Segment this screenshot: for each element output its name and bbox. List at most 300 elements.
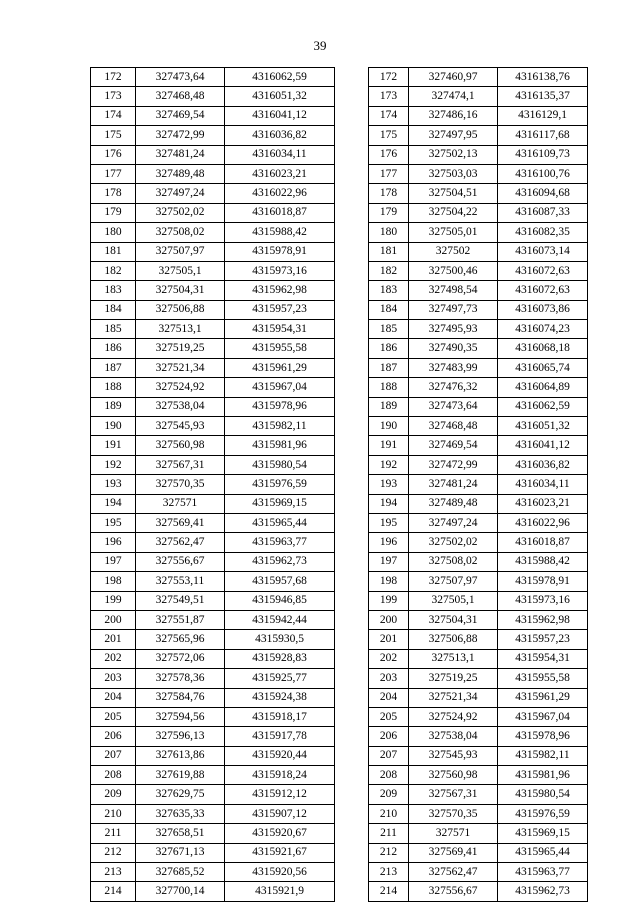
point-number-cell: 195: [91, 513, 136, 532]
table-row: [91, 727, 335, 746]
y-coordinate-cell: 4315955,58: [225, 339, 335, 358]
x-coordinate-cell: 327481,24: [409, 475, 498, 494]
y-coordinate-cell: 4315954,31: [225, 320, 335, 339]
point-number-cell: 182: [91, 261, 136, 280]
x-coordinate-cell: 327468,48: [136, 87, 225, 106]
x-coordinate-cell: 327508,02: [136, 223, 225, 242]
y-coordinate-cell: 4315969,15: [225, 494, 335, 513]
x-coordinate-cell: 327685,52: [136, 863, 225, 882]
point-number-cell: 203: [91, 669, 136, 688]
table-row: [369, 164, 588, 183]
x-coordinate-cell: 327562,47: [409, 863, 498, 882]
point-number-cell: 185: [91, 320, 136, 339]
y-coordinate-cell: 4315982,11: [498, 746, 588, 765]
point-number-cell: 193: [91, 475, 136, 494]
x-coordinate-cell: 327473,64: [409, 397, 498, 416]
point-number-cell: 199: [91, 591, 136, 610]
x-coordinate-cell: 327506,88: [409, 630, 498, 649]
point-number-cell: 192: [91, 455, 136, 474]
point-number-cell: 176: [91, 145, 136, 164]
table-row: [91, 882, 335, 901]
y-coordinate-cell: 4316051,32: [498, 417, 588, 436]
table-row: [369, 339, 588, 358]
y-coordinate-cell: 4315963,77: [225, 533, 335, 552]
y-coordinate-cell: 4316094,68: [498, 184, 588, 203]
table-row: [91, 669, 335, 688]
table-row: [369, 785, 588, 804]
table-row: [369, 804, 588, 823]
x-coordinate-cell: 327483,99: [409, 358, 498, 377]
point-number-cell: 195: [369, 513, 409, 532]
y-coordinate-cell: 4316072,63: [498, 281, 588, 300]
table-row: [91, 126, 335, 145]
x-coordinate-cell: 327549,51: [136, 591, 225, 610]
point-number-cell: 194: [91, 494, 136, 513]
point-number-cell: 212: [369, 843, 409, 862]
y-coordinate-cell: 4316023,21: [225, 164, 335, 183]
y-coordinate-cell: 4316073,14: [498, 242, 588, 261]
table-row: [369, 707, 588, 726]
point-number-cell: 209: [91, 785, 136, 804]
y-coordinate-cell: 4316022,96: [225, 184, 335, 203]
y-coordinate-cell: 4315918,17: [225, 707, 335, 726]
table-row: [369, 649, 588, 668]
x-coordinate-cell: 327524,92: [136, 378, 225, 397]
coordinates-table-left-body: [91, 68, 335, 902]
y-coordinate-cell: 4315980,54: [498, 785, 588, 804]
x-coordinate-cell: 327565,96: [136, 630, 225, 649]
x-coordinate-cell: 327521,34: [409, 688, 498, 707]
y-coordinate-cell: 4316062,59: [225, 68, 335, 87]
x-coordinate-cell: 327572,06: [136, 649, 225, 668]
table-row: [369, 436, 588, 455]
y-coordinate-cell: 4315963,77: [498, 863, 588, 882]
point-number-cell: 189: [91, 397, 136, 416]
table-row: [91, 242, 335, 261]
table-row: [91, 804, 335, 823]
y-coordinate-cell: 4316041,12: [225, 106, 335, 125]
point-number-cell: 204: [369, 688, 409, 707]
point-number-cell: 174: [369, 106, 409, 125]
x-coordinate-cell: 327538,04: [409, 727, 498, 746]
y-coordinate-cell: 4316109,73: [498, 145, 588, 164]
point-number-cell: 191: [369, 436, 409, 455]
table-row: [369, 513, 588, 532]
y-coordinate-cell: 4315981,96: [225, 436, 335, 455]
y-coordinate-cell: 4315955,58: [498, 669, 588, 688]
y-coordinate-cell: 4316064,89: [498, 378, 588, 397]
table-row: [91, 281, 335, 300]
x-coordinate-cell: 327481,24: [136, 145, 225, 164]
y-coordinate-cell: 4316087,33: [498, 203, 588, 222]
coordinates-table-right: [368, 67, 588, 902]
y-coordinate-cell: 4315988,42: [225, 223, 335, 242]
x-coordinate-cell: 327489,48: [136, 164, 225, 183]
x-coordinate-cell: 327570,35: [136, 475, 225, 494]
x-coordinate-cell: 327671,13: [136, 843, 225, 862]
point-number-cell: 197: [91, 552, 136, 571]
x-coordinate-cell: 327486,16: [409, 106, 498, 125]
x-coordinate-cell: 327560,98: [136, 436, 225, 455]
x-coordinate-cell: 327504,31: [409, 610, 498, 629]
table-row: [369, 242, 588, 261]
x-coordinate-cell: 327489,48: [409, 494, 498, 513]
point-number-cell: 172: [369, 68, 409, 87]
table-row: [369, 824, 588, 843]
x-coordinate-cell: 327506,88: [136, 300, 225, 319]
table-row: [369, 126, 588, 145]
x-coordinate-cell: 327472,99: [409, 455, 498, 474]
table-row: [369, 475, 588, 494]
table-row: [91, 300, 335, 319]
point-number-cell: 202: [369, 649, 409, 668]
x-coordinate-cell: 327504,31: [136, 281, 225, 300]
point-number-cell: 188: [369, 378, 409, 397]
point-number-cell: 173: [91, 87, 136, 106]
y-coordinate-cell: 4315962,73: [498, 882, 588, 901]
table-row: [91, 87, 335, 106]
point-number-cell: 186: [369, 339, 409, 358]
table-row: [369, 882, 588, 901]
x-coordinate-cell: 327584,76: [136, 688, 225, 707]
x-coordinate-cell: 327505,1: [136, 261, 225, 280]
table-row: [369, 68, 588, 87]
x-coordinate-cell: 327469,54: [136, 106, 225, 125]
y-coordinate-cell: 4316023,21: [498, 494, 588, 513]
y-coordinate-cell: 4315907,12: [225, 804, 335, 823]
point-number-cell: 177: [369, 164, 409, 183]
y-coordinate-cell: 4315976,59: [498, 804, 588, 823]
point-number-cell: 187: [369, 358, 409, 377]
y-coordinate-cell: 4315982,11: [225, 417, 335, 436]
table-row: [369, 533, 588, 552]
point-number-cell: 196: [91, 533, 136, 552]
x-coordinate-cell: 327571: [136, 494, 225, 513]
x-coordinate-cell: 327513,1: [409, 649, 498, 668]
point-number-cell: 189: [369, 397, 409, 416]
x-coordinate-cell: 327502,13: [409, 145, 498, 164]
point-number-cell: 194: [369, 494, 409, 513]
point-number-cell: 200: [91, 610, 136, 629]
table-row: [369, 223, 588, 242]
point-number-cell: 197: [369, 552, 409, 571]
x-coordinate-cell: 327629,75: [136, 785, 225, 804]
x-coordinate-cell: 327504,22: [409, 203, 498, 222]
point-number-cell: 178: [91, 184, 136, 203]
x-coordinate-cell: 327700,14: [136, 882, 225, 901]
y-coordinate-cell: 4315924,38: [225, 688, 335, 707]
table-row: [369, 378, 588, 397]
x-coordinate-cell: 327495,93: [409, 320, 498, 339]
table-row: [91, 417, 335, 436]
table-row: [369, 358, 588, 377]
point-number-cell: 175: [91, 126, 136, 145]
y-coordinate-cell: 4316062,59: [498, 397, 588, 416]
x-coordinate-cell: 327498,54: [409, 281, 498, 300]
table-row: [91, 688, 335, 707]
x-coordinate-cell: 327613,86: [136, 746, 225, 765]
x-coordinate-cell: 327513,1: [136, 320, 225, 339]
y-coordinate-cell: 4315920,56: [225, 863, 335, 882]
table-row: [91, 746, 335, 765]
point-number-cell: 203: [369, 669, 409, 688]
point-number-cell: 175: [369, 126, 409, 145]
y-coordinate-cell: 4316129,1: [498, 106, 588, 125]
y-coordinate-cell: 4315961,29: [498, 688, 588, 707]
y-coordinate-cell: 4315962,73: [225, 552, 335, 571]
table-row: [91, 339, 335, 358]
x-coordinate-cell: 327524,92: [409, 707, 498, 726]
table-row: [91, 824, 335, 843]
x-coordinate-cell: 327551,87: [136, 610, 225, 629]
x-coordinate-cell: 327490,35: [409, 339, 498, 358]
table-row: [369, 281, 588, 300]
table-row: [91, 552, 335, 571]
y-coordinate-cell: 4315962,98: [498, 610, 588, 629]
page-number: 39: [313, 38, 327, 53]
x-coordinate-cell: 327497,73: [409, 300, 498, 319]
y-coordinate-cell: 4315921,67: [225, 843, 335, 862]
point-number-cell: 214: [369, 882, 409, 901]
point-number-cell: 190: [369, 417, 409, 436]
x-coordinate-cell: 327505,01: [409, 223, 498, 242]
point-number-cell: 191: [91, 436, 136, 455]
table-row: [91, 164, 335, 183]
y-coordinate-cell: 4315978,96: [225, 397, 335, 416]
table-row: [91, 203, 335, 222]
x-coordinate-cell: 327502: [409, 242, 498, 261]
point-number-cell: 210: [91, 804, 136, 823]
table-row: [369, 727, 588, 746]
x-coordinate-cell: 327560,98: [409, 766, 498, 785]
x-coordinate-cell: 327556,67: [136, 552, 225, 571]
table-row: [369, 572, 588, 591]
y-coordinate-cell: 4315954,31: [498, 649, 588, 668]
point-number-cell: 183: [91, 281, 136, 300]
y-coordinate-cell: 4315988,42: [498, 552, 588, 571]
y-coordinate-cell: 4316018,87: [225, 203, 335, 222]
point-number-cell: 184: [91, 300, 136, 319]
table-row: [91, 223, 335, 242]
point-number-cell: 205: [91, 707, 136, 726]
y-coordinate-cell: 4315917,78: [225, 727, 335, 746]
y-coordinate-cell: 4315967,04: [225, 378, 335, 397]
y-coordinate-cell: 4316138,76: [498, 68, 588, 87]
y-coordinate-cell: 4315961,29: [225, 358, 335, 377]
point-number-cell: 178: [369, 184, 409, 203]
x-coordinate-cell: 327502,02: [409, 533, 498, 552]
table-row: [91, 145, 335, 164]
table-row: [369, 610, 588, 629]
point-number-cell: 176: [369, 145, 409, 164]
point-number-cell: 212: [91, 843, 136, 862]
x-coordinate-cell: 327497,24: [409, 513, 498, 532]
table-row: [91, 436, 335, 455]
table-row: [369, 630, 588, 649]
point-number-cell: 180: [369, 223, 409, 242]
table-row: [91, 630, 335, 649]
y-coordinate-cell: 4315946,85: [225, 591, 335, 610]
point-number-cell: 206: [369, 727, 409, 746]
x-coordinate-cell: 327545,93: [136, 417, 225, 436]
table-row: [369, 397, 588, 416]
point-number-cell: 202: [91, 649, 136, 668]
point-number-cell: 206: [91, 727, 136, 746]
y-coordinate-cell: 4315967,04: [498, 707, 588, 726]
table-row: [91, 455, 335, 474]
point-number-cell: 180: [91, 223, 136, 242]
point-number-cell: 177: [91, 164, 136, 183]
x-coordinate-cell: 327508,02: [409, 552, 498, 571]
point-number-cell: 209: [369, 785, 409, 804]
table-row: [369, 746, 588, 765]
y-coordinate-cell: 4316051,32: [225, 87, 335, 106]
y-coordinate-cell: 4315969,15: [498, 824, 588, 843]
point-number-cell: 186: [91, 339, 136, 358]
point-number-cell: 181: [369, 242, 409, 261]
point-number-cell: 187: [91, 358, 136, 377]
y-coordinate-cell: 4315978,91: [498, 572, 588, 591]
x-coordinate-cell: 327569,41: [409, 843, 498, 862]
table-row: [369, 87, 588, 106]
y-coordinate-cell: 4315965,44: [225, 513, 335, 532]
table-row: [91, 378, 335, 397]
point-number-cell: 211: [91, 824, 136, 843]
y-coordinate-cell: 4315921,9: [225, 882, 335, 901]
x-coordinate-cell: 327567,31: [409, 785, 498, 804]
y-coordinate-cell: 4315930,5: [225, 630, 335, 649]
table-row: [369, 494, 588, 513]
table-row: [369, 417, 588, 436]
y-coordinate-cell: 4315978,91: [225, 242, 335, 261]
x-coordinate-cell: 327571: [409, 824, 498, 843]
point-number-cell: 172: [91, 68, 136, 87]
x-coordinate-cell: 327562,47: [136, 533, 225, 552]
table-row: [369, 145, 588, 164]
y-coordinate-cell: 4316073,86: [498, 300, 588, 319]
table-row: [369, 300, 588, 319]
y-coordinate-cell: 4315920,67: [225, 824, 335, 843]
table-row: [91, 397, 335, 416]
table-row: [91, 766, 335, 785]
y-coordinate-cell: 4315942,44: [225, 610, 335, 629]
table-row: [369, 261, 588, 280]
table-row: [91, 785, 335, 804]
y-coordinate-cell: 4315912,12: [225, 785, 335, 804]
x-coordinate-cell: 327567,31: [136, 455, 225, 474]
x-coordinate-cell: 327596,13: [136, 727, 225, 746]
point-number-cell: 198: [369, 572, 409, 591]
y-coordinate-cell: 4315957,68: [225, 572, 335, 591]
point-number-cell: 207: [369, 746, 409, 765]
y-coordinate-cell: 4315965,44: [498, 843, 588, 862]
point-number-cell: 182: [369, 261, 409, 280]
y-coordinate-cell: 4316100,76: [498, 164, 588, 183]
x-coordinate-cell: 327469,54: [409, 436, 498, 455]
table-row: [91, 184, 335, 203]
point-number-cell: 207: [91, 746, 136, 765]
table-row: [91, 863, 335, 882]
x-coordinate-cell: 327507,97: [136, 242, 225, 261]
x-coordinate-cell: 327619,88: [136, 766, 225, 785]
table-row: [369, 843, 588, 862]
table-row: [369, 766, 588, 785]
point-number-cell: 184: [369, 300, 409, 319]
point-number-cell: 181: [91, 242, 136, 261]
x-coordinate-cell: 327497,24: [136, 184, 225, 203]
table-row: [369, 203, 588, 222]
y-coordinate-cell: 4315957,23: [498, 630, 588, 649]
x-coordinate-cell: 327556,67: [409, 882, 498, 901]
point-number-cell: 210: [369, 804, 409, 823]
point-number-cell: 183: [369, 281, 409, 300]
table-row: [369, 552, 588, 571]
x-coordinate-cell: 327503,03: [409, 164, 498, 183]
x-coordinate-cell: 327519,25: [136, 339, 225, 358]
table-row: [91, 843, 335, 862]
x-coordinate-cell: 327635,33: [136, 804, 225, 823]
point-number-cell: 200: [369, 610, 409, 629]
x-coordinate-cell: 327570,35: [409, 804, 498, 823]
y-coordinate-cell: 4315973,16: [498, 591, 588, 610]
coordinates-table-left: [90, 67, 335, 902]
table-row: [91, 610, 335, 629]
y-coordinate-cell: 4316068,18: [498, 339, 588, 358]
y-coordinate-cell: 4316074,23: [498, 320, 588, 339]
x-coordinate-cell: 327658,51: [136, 824, 225, 843]
point-number-cell: 192: [369, 455, 409, 474]
y-coordinate-cell: 4316034,11: [225, 145, 335, 164]
y-coordinate-cell: 4316022,96: [498, 513, 588, 532]
y-coordinate-cell: 4315957,23: [225, 300, 335, 319]
table-row: [91, 591, 335, 610]
point-number-cell: 204: [91, 688, 136, 707]
table-row: [91, 533, 335, 552]
x-coordinate-cell: 327474,1: [409, 87, 498, 106]
y-coordinate-cell: 4316018,87: [498, 533, 588, 552]
y-coordinate-cell: 4316072,63: [498, 261, 588, 280]
point-number-cell: 193: [369, 475, 409, 494]
point-number-cell: 179: [91, 203, 136, 222]
table-row: [369, 863, 588, 882]
table-row: [91, 649, 335, 668]
point-number-cell: 211: [369, 824, 409, 843]
x-coordinate-cell: 327504,51: [409, 184, 498, 203]
x-coordinate-cell: 327476,32: [409, 378, 498, 397]
y-coordinate-cell: 4315973,16: [225, 261, 335, 280]
point-number-cell: 190: [91, 417, 136, 436]
x-coordinate-cell: 327519,25: [409, 669, 498, 688]
table-row: [91, 707, 335, 726]
table-row: [369, 106, 588, 125]
y-coordinate-cell: 4315928,83: [225, 649, 335, 668]
point-number-cell: 213: [369, 863, 409, 882]
y-coordinate-cell: 4315962,98: [225, 281, 335, 300]
x-coordinate-cell: 327502,02: [136, 203, 225, 222]
table-row: [369, 455, 588, 474]
y-coordinate-cell: 4316117,68: [498, 126, 588, 145]
y-coordinate-cell: 4315918,24: [225, 766, 335, 785]
point-number-cell: 174: [91, 106, 136, 125]
x-coordinate-cell: 327538,04: [136, 397, 225, 416]
point-number-cell: 201: [91, 630, 136, 649]
table-row: [369, 184, 588, 203]
x-coordinate-cell: 327521,34: [136, 358, 225, 377]
y-coordinate-cell: 4315925,77: [225, 669, 335, 688]
point-number-cell: 199: [369, 591, 409, 610]
point-number-cell: 201: [369, 630, 409, 649]
table-row: [91, 261, 335, 280]
